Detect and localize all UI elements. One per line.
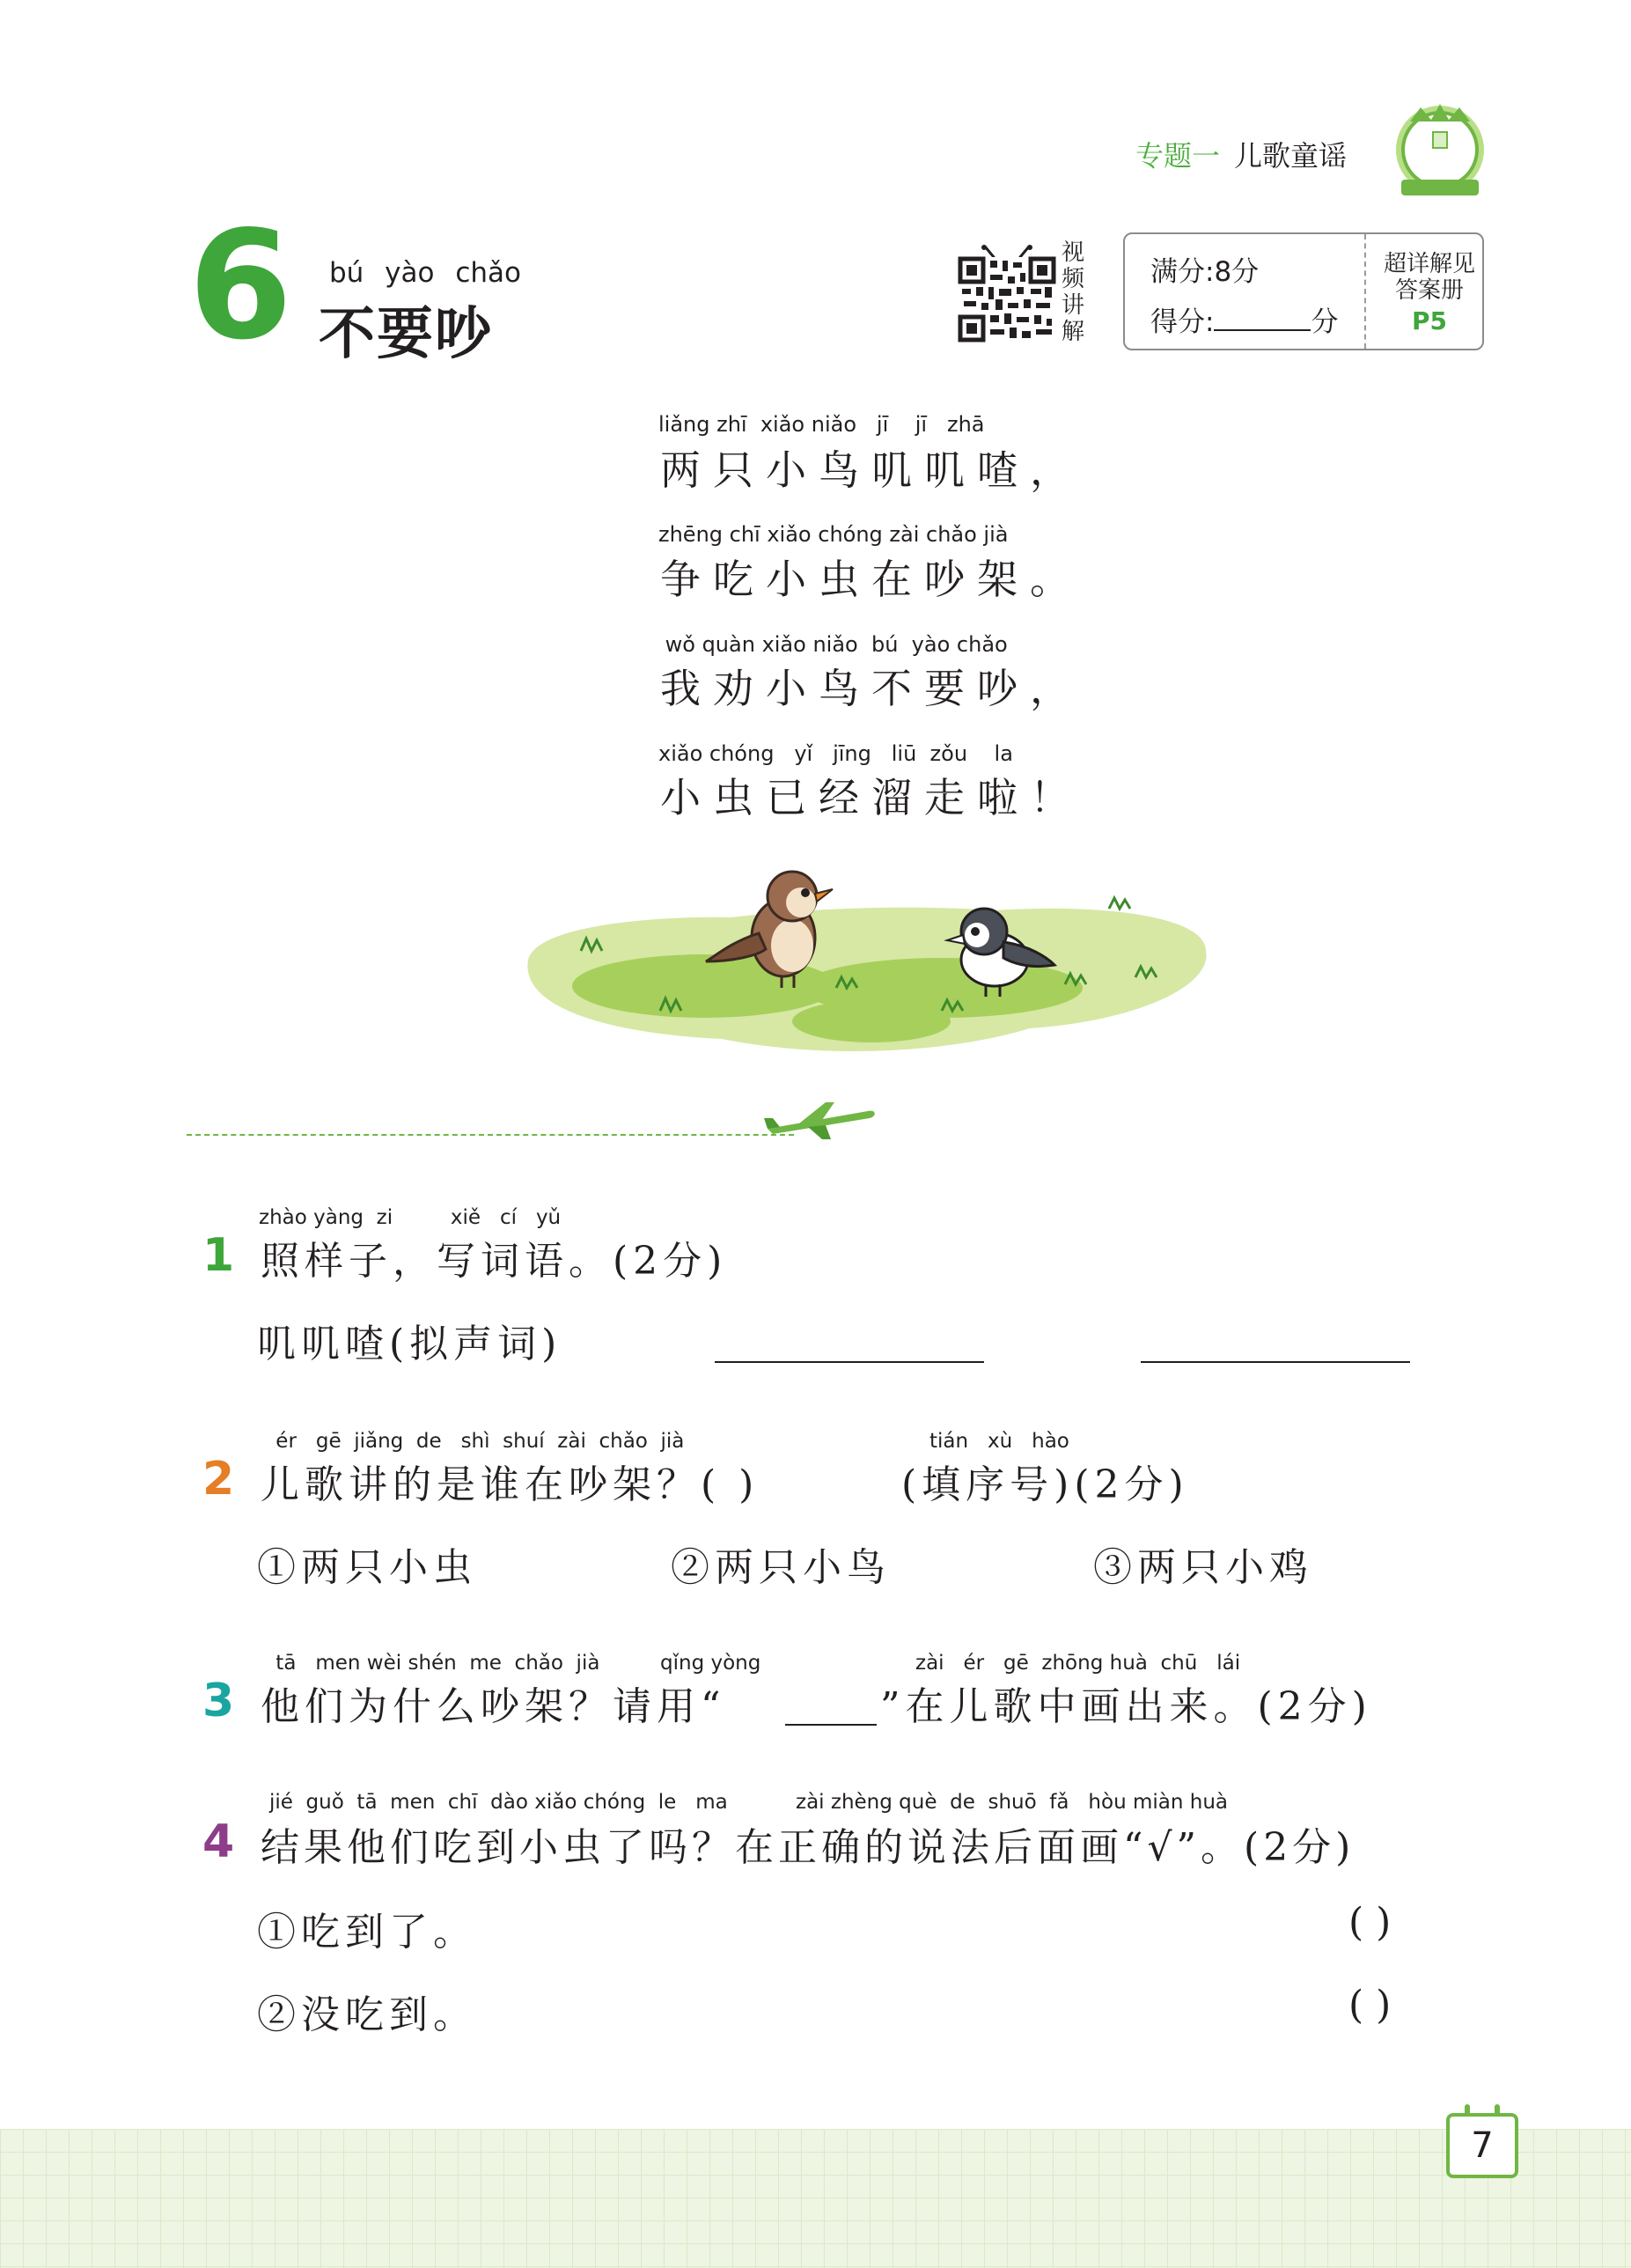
underline-sample (785, 1724, 877, 1726)
footer-grid (0, 2129, 1631, 2268)
lesson-title-pinyin: bú yào chǎo (329, 257, 521, 289)
question-4-option-1: ①吃到了。 (257, 1910, 477, 1955)
question-1-example: 叽叽喳(拟声词) (257, 1322, 562, 1366)
question-2-option-1[interactable]: ①两只小虫 (257, 1545, 477, 1590)
answer-reference: 超详解见答案册 (1383, 251, 1475, 304)
answer-bracket-2[interactable]: ( ) (1348, 1983, 1392, 2028)
poem-line-2: 争吃小虫在吵架。 (660, 556, 1083, 603)
question-3-text-b: ”在儿歌中画出来。(2分) (880, 1684, 1372, 1729)
question-2-option-2[interactable]: ②两只小鸟 (671, 1545, 891, 1590)
poem-line-1: 两只小鸟叽叽喳， (660, 446, 1083, 494)
poem-line-3: 我劝小鸟不要吵， (660, 665, 1083, 712)
qr-code-icon[interactable] (955, 245, 1059, 343)
topic-heading (1135, 134, 1347, 174)
topic-title: 儿歌童谣 (1234, 139, 1348, 173)
question-4-pinyin-b: zài zhèng què de shuō fǎ hòu miàn huà (796, 1791, 1228, 1814)
question-4-number: 4 (202, 1815, 235, 1868)
question-1-pinyin: zhào yàng zi xiě cí yǔ (259, 1206, 562, 1229)
question-2-text-b: (填序号)(2分) (901, 1462, 1189, 1507)
question-4-text: 结果他们吃到小虫了吗？在正确的说法后面画“√”。(2分) (261, 1825, 1355, 1870)
video-explanation-label: 视频讲解 (1062, 239, 1085, 345)
answer-page: P5 (1411, 306, 1447, 335)
page-number: 7 (1471, 2125, 1494, 2166)
question-3-pinyin: tā men wèi shén me chǎo jià (269, 1652, 600, 1675)
question-2-pinyin: ér gē jiǎng de shì shuí zài chǎo jià (269, 1430, 685, 1453)
poem-pinyin-1: liǎng zhī xiǎo niǎo jī jī zhā (658, 412, 985, 437)
lesson-title: 不要吵 (319, 302, 493, 367)
question-4-pinyin: jié guǒ tā men chī dào xiǎo chóng le ma (269, 1791, 728, 1814)
question-3-number: 3 (202, 1675, 235, 1727)
lesson-number: 6 (188, 199, 293, 373)
score-blank[interactable] (1214, 308, 1311, 331)
poem-pinyin-3: wǒ quàn xiǎo niǎo bú yào chǎo (658, 632, 1008, 657)
full-score: 满分:8分 (1150, 256, 1260, 288)
question-2-number: 2 (202, 1453, 235, 1506)
question-2-pinyin-b: tián xù hào (929, 1430, 1069, 1453)
question-2-text: 儿歌讲的是谁在吵架？( ) (261, 1462, 760, 1507)
airplane-icon (764, 1099, 878, 1143)
section-divider (187, 1134, 794, 1136)
score-divider (1364, 234, 1366, 349)
seal-badge-icon (1391, 95, 1489, 199)
score-unit: 分 (1311, 306, 1339, 338)
poem-pinyin-4: xiǎo chóng yǐ jīng liū zǒu la (658, 741, 1013, 766)
question-3-pinyin-b: qǐng yòng (660, 1652, 761, 1675)
score-label: 得分: (1150, 306, 1215, 338)
birds-illustration (502, 854, 1215, 1065)
question-3-text: 他们为什么吵架？请用“ (261, 1684, 726, 1729)
answer-bracket-1[interactable]: ( ) (1348, 1900, 1392, 1945)
score-field (1150, 299, 1338, 339)
topic-label: 专题一 (1135, 139, 1221, 173)
question-4-option-2: ②没吃到。 (257, 1992, 477, 2037)
question-1-text: 照样子，写词语。(2分) (261, 1239, 728, 1284)
poem-line-4: 小虫已经溜走啦！ (660, 774, 1083, 821)
answer-blank-1[interactable] (715, 1361, 984, 1363)
question-1-number: 1 (202, 1229, 235, 1282)
question-3-pinyin-c: zài ér gē zhōng huà chū lái (915, 1652, 1241, 1675)
answer-blank-2[interactable] (1141, 1361, 1410, 1363)
question-2-option-3[interactable]: ③两只小鸡 (1093, 1545, 1313, 1590)
poem-pinyin-2: zhēng chī xiǎo chóng zài chǎo jià (658, 522, 1009, 547)
